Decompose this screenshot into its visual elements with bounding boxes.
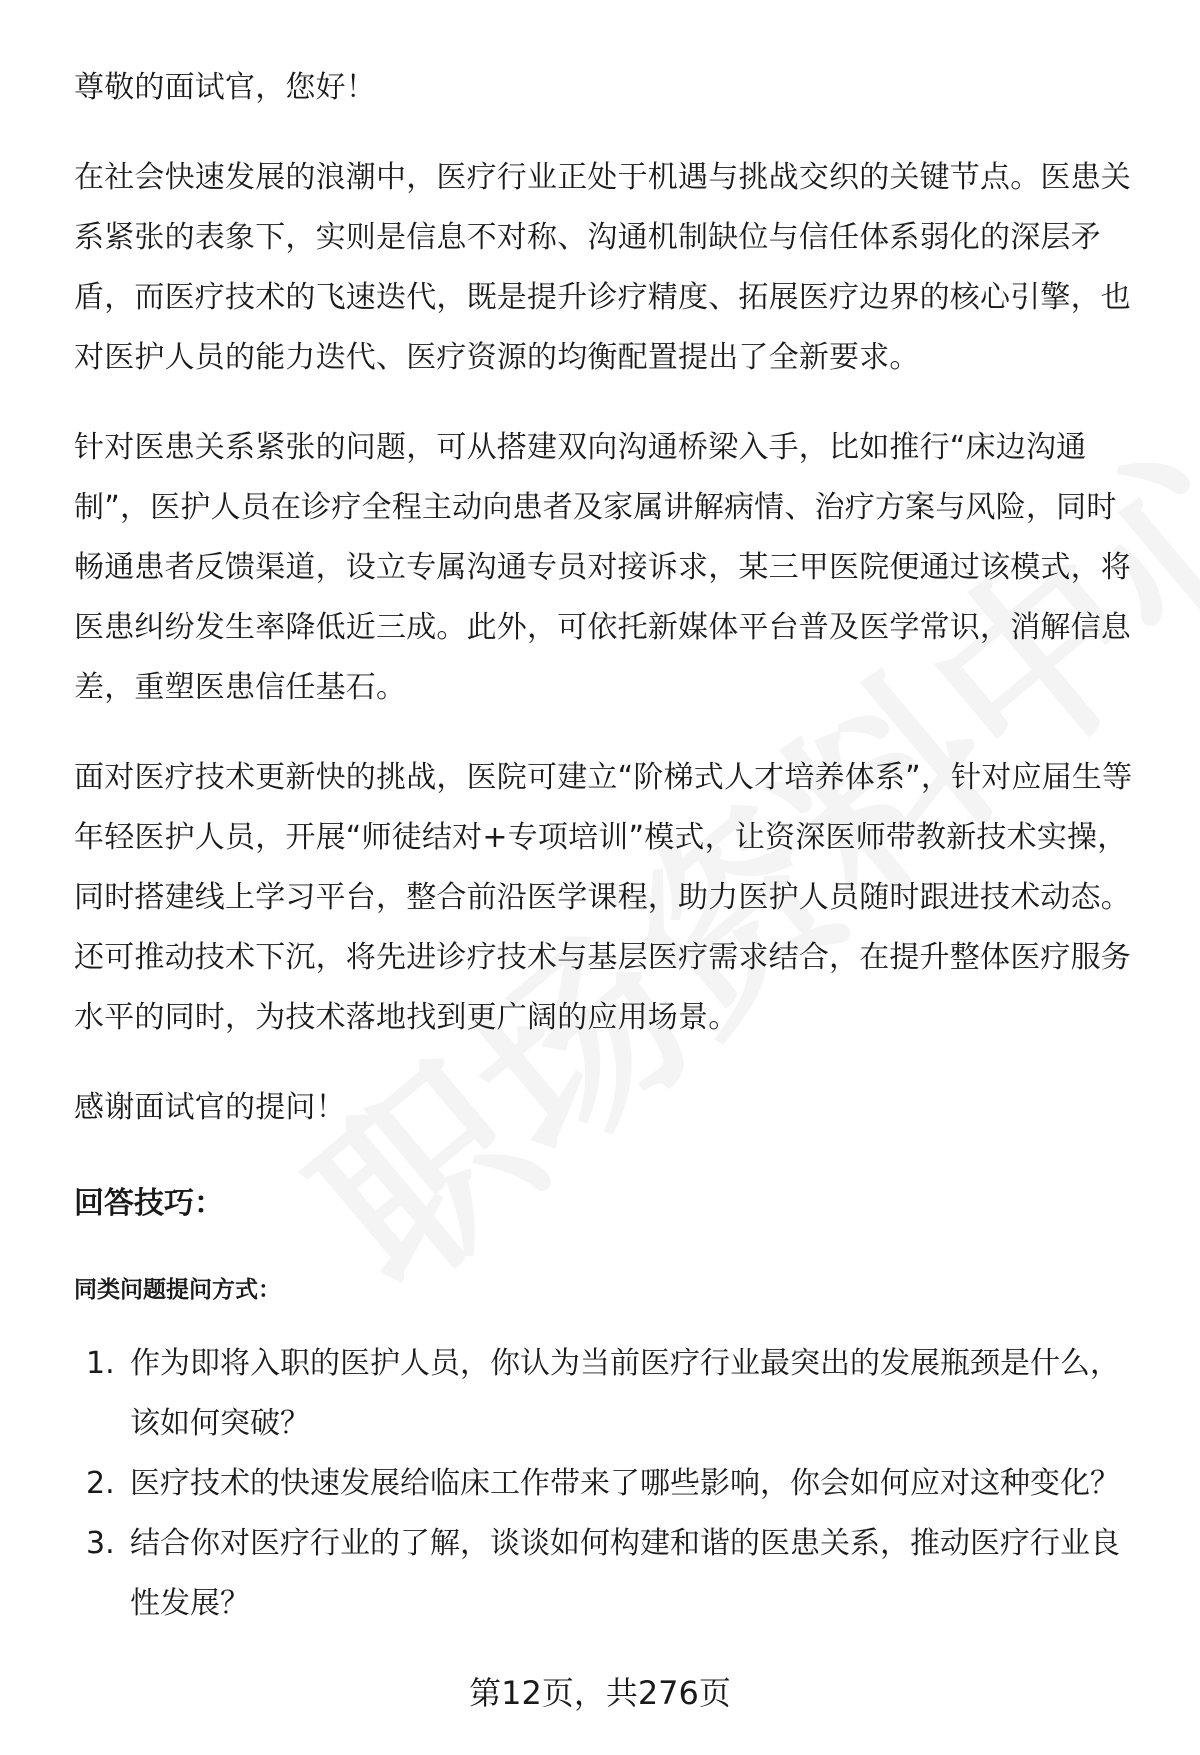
list-item	[74, 1514, 1146, 1634]
list-item	[74, 1454, 1146, 1514]
list-item	[74, 1334, 1146, 1454]
closing-line: 感谢面试官的提问！	[74, 1090, 346, 1125]
list-item-text: 结合你对医疗行业的了解，谈谈如何构建和谐的医患关系，推动医疗行业良性发展？	[130, 1526, 1120, 1621]
similar-questions-list	[74, 1334, 1146, 1634]
page-content	[74, 58, 1146, 1634]
list-item-text: 作为即将入职的医护人员，你认为当前医疗行业最突出的发展瓶颈是什么，该如何突破？	[130, 1346, 1120, 1441]
greeting: 尊敬的面试官，您好！	[74, 70, 376, 105]
list-number: 1.	[86, 1346, 115, 1381]
tips-heading: 回答技巧：	[74, 1186, 224, 1221]
paragraph-technology: 面对医疗技术更新快的挑战，医院可建立“阶梯式人才培养体系”，针对应届生等年轻医护人员，开展“师徒结对+专项培训”模式，让资深医师带教新技术实操，同时搭建线上学习平台，整合前沿医学课程，助力医护人员随时跟进技术动态。还可推动技术下沉，将先进诊疗技术与基层医疗需求结合，在提升整体医疗服务水平的同时，为技术落地找到更广阔的应用场景。	[74, 760, 1133, 1035]
similar-questions-heading: 同类问题提问方式：	[74, 1277, 281, 1303]
paragraph-doctor-patient: 针对医患关系紧张的问题，可从搭建双向沟通桥梁入手，比如推行“床边沟通制”，医护人员在诊疗全程主动向患者及家属讲解病情、治疗方案与风险，同时畅通患者反馈渠道，设立专属沟通专员对接诉求，某三甲医院便通过该模式，将医患纠纷发生率降低近三成。此外，可依托新媒体平台普及医学常识，消解信息差，重塑医患信任基石。	[74, 430, 1131, 705]
list-number: 3.	[86, 1526, 115, 1561]
list-number: 2.	[86, 1466, 115, 1501]
page-number-footer: 第12页，共276页	[469, 1674, 731, 1712]
list-item-text: 医疗技术的快速发展给临床工作带来了哪些影响，你会如何应对这种变化？	[130, 1466, 1120, 1501]
paragraph-intro: 在社会快速发展的浪潮中，医疗行业正处于机遇与挑战交织的关键节点。医患关系紧张的表象下，实则是信息不对称、沟通机制缺位与信任体系弱化的深层矛盾，而医疗技术的飞速迭代，既是提升诊疗精度、拓展医疗边界的核心引擎，也对医护人员的能力迭代、医疗资源的均衡配置提出了全新要求。	[74, 160, 1131, 375]
